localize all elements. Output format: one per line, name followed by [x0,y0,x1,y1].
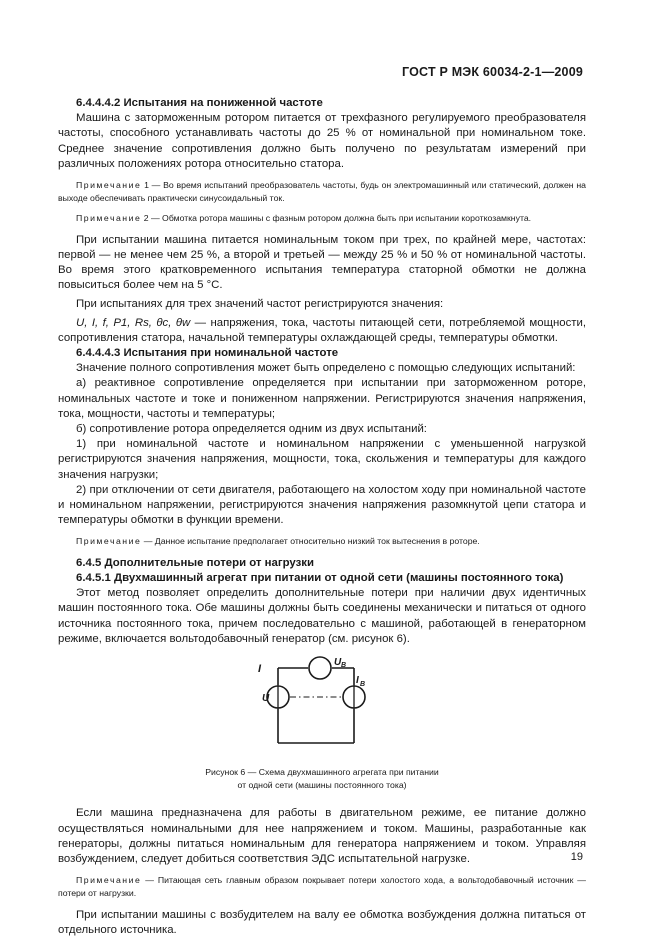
note-text: 1 — Во время испытаний преобразователь частоты, будь он электромашинный или статический, должен на выходе обеспечивать практически синусоидальный ток. [58,180,586,204]
paragraph: Машина с заторможенным ротором питается от трехфазного регулируемого преобразователя частоты, способного устанавливать частоты до 25 % от номинальной при номинальном токе. Среднее значение сопротивления должно быть получено по результатам измерений при различных положениях ротора относительно статора. [58,112,586,170]
note [58,179,586,205]
label-ib-sub: B [360,680,366,688]
note-label: Примечание [76,180,142,191]
note-label: Примечание [76,875,142,886]
note [58,874,586,900]
section-heading: 6.4.5 Дополнительные потери от нагрузки [76,556,314,569]
note [58,212,586,225]
document-header: ГОСТ Р МЭК 60034-2-1—2009 [402,65,583,79]
formula-text: — напряжения, тока, частоты питающей сети, потребляемой мощности, сопротивления статора, начальной температуры охлаждающей среды, температуры обмотки. [58,316,587,344]
paragraph: Если машина предназначена для работы в двигательном режиме, ее питание должно осуществляться номинальными для нее напряжением и током. Машины, разработанные как генераторы, должны питаться номинальным для генератора напряжением и током. Управляя возбуждением, следует добиться соответствия ЭДС испытательной нагрузке. [58,807,586,865]
section-heading: 6.4.4.4.2 Испытания на пониженной частоте [76,97,323,109]
note-label: Примечание [76,536,142,547]
label-i: I [258,662,262,675]
label-ub: U [334,656,342,668]
text-block [58,96,586,936]
paragraph: Этот метод позволяет определить дополнительные потери при наличии двух идентичных машин постоянного тока. Обе машины должны быть соединены механически и питаться от одного источника постоянного тока, причем последовательно с машиной, работающей в генераторном режиме, включается вольтодобавочный генератор (см. рисунок 6). [58,587,586,645]
note-label: Примечание [76,213,142,224]
paragraph: При испытании машины с возбудителем на валу ее обмотка возбуждения должна питаться от отдельного источника. [58,908,586,936]
booster-generator-circle [309,657,331,679]
list-item: б) сопротивление ротора определяется одним из двух испытаний: [76,423,427,436]
note [58,535,586,548]
note-text: — Питающая сеть главным образом покрывает потери холостого хода, а вольтодобавочный источник — потери от нагрузки. [58,875,586,899]
list-item: а) реактивное сопротивление определяется при испытании при заторможенном роторе, номинальных частоте и токе и пониженном напряжении. Регистрируются значения напряжения, тока, мощности, частоты и температуры; [58,377,586,420]
circuit-diagram [258,655,388,755]
note-text: 2 — Обмотка ротора машины с фазным ротором должна быть при испытании короткозамкнута. [141,213,532,224]
section-heading: 6.4.4.4.3 Испытания при номинальной частоте [76,347,339,360]
paragraph [58,316,586,346]
figure-caption [58,766,586,792]
caption-line: от одной сети (машины постоянного тока) [237,780,407,791]
figure-6 [58,655,586,760]
paragraph: При испытании машина питается номинальным током при трех, по крайней мере, частотах: первой — не менее чем 25 %, а второй и третьей — между 25 % и 50 % от номинальной частоты. Во время этого кратковременного испытания температура статорной обмотки не должна повыситься более чем на 5 °С. [58,233,586,292]
paragraph: Значение полного сопротивления может быть определено с помощью следующих испытаний: [76,362,576,375]
caption-line: Рисунок 6 — Схема двухмашинного агрегата при питании [205,766,439,777]
list-item: 1) при номинальной частоте и номинальном напряжении с уменьшенной нагрузкой регистрируются значения напряжения, мощности, тока, скольжения и температуры для каждого значения нагрузки; [58,438,586,481]
paragraph: При испытаниях для трех значений частот регистрируются значения: [76,298,444,311]
formula-symbols: U, I, f, P1, Rs, θc, θw [76,316,191,329]
page-number: 19 [570,851,583,863]
list-item: 2) при отключении от сети двигателя, работающего на холостом ходу при номинальной частоте и номинальном напряжении, регистрируются значения напряжения разомкнутой цепи статора и температуры обмотки в функции времени. [58,483,586,527]
note-text: — Данное испытание предполагает относительно низкий ток вытеснения в роторе. [141,536,480,547]
label-u: U [262,692,270,704]
label-ib: I [356,674,359,686]
label-ub-sub: B [341,661,347,669]
subsection-heading: 6.4.5.1 Двухмашинный агрегат при питании от одной сети (машины постоянного тока) [76,571,564,584]
